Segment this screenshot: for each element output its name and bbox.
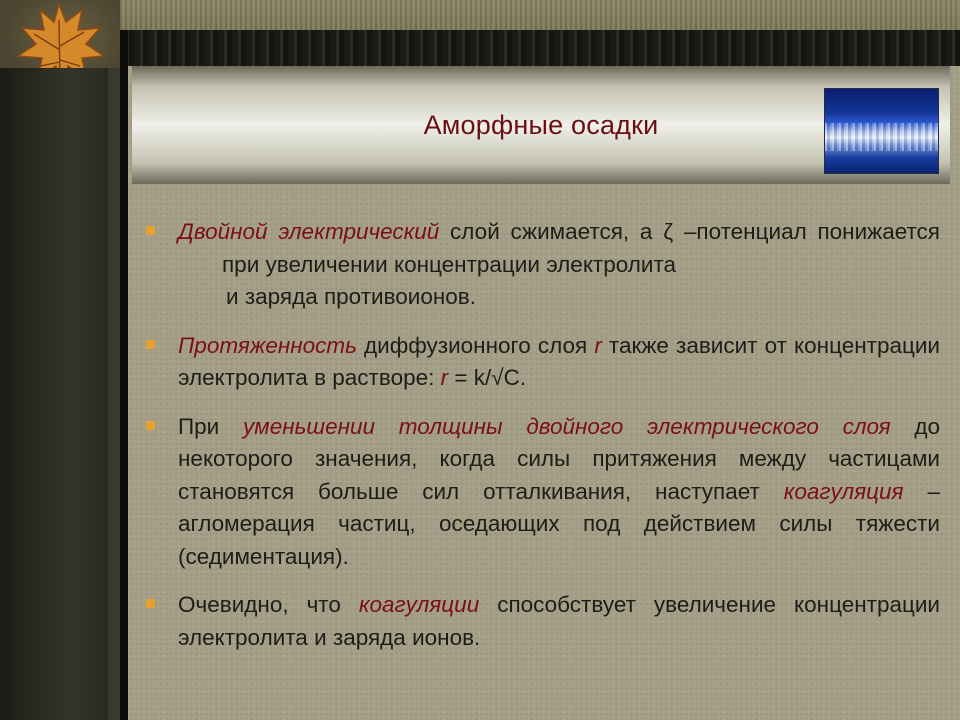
bullet-3-emphasis: уменьшении толщины двойного электрического слоя (243, 413, 891, 439)
bullet-1-text-a: слой сжимается, а ζ –потенциал понижается (439, 219, 940, 244)
winter-forest-photo (824, 88, 939, 174)
title-band (132, 66, 950, 184)
bullet-2-symbol-r2: r (440, 365, 449, 390)
bullet-2-text-b: также зависит от концентрации электролита в растворе: (178, 332, 940, 390)
left-sidebar-inner (14, 68, 108, 720)
bullet-3-text-c: – агломерация частиц, оседающих под действием силы тяжести (седиментация). (178, 478, 940, 569)
bullet-list (142, 216, 940, 670)
bullet-1-text-c: и заряда противоионов. (226, 284, 477, 309)
bullet-3-emphasis-2: коагуляция (783, 478, 904, 504)
bullet-1-text-b: при увеличении концентрации электролита (222, 251, 677, 277)
bullet-2-formula: = k/√C. (448, 365, 527, 390)
bullet-4-emphasis: коагуляции (358, 592, 480, 617)
bullet-1-emphasis: Двойной электрический (178, 219, 440, 244)
bullet-4-text-b: способствует увеличение концентрации электролита и заряда ионов. (178, 592, 940, 650)
bullet-3-text-a: При (178, 413, 244, 439)
bullet-item-1 (142, 216, 940, 314)
slide-content (128, 66, 960, 720)
bullet-2-text-a: диффузионного слоя (356, 332, 595, 358)
bullet-marker-icon (146, 226, 155, 235)
bullet-marker-icon (146, 599, 155, 608)
bullet-marker-icon (146, 421, 155, 430)
bullet-item-4 (142, 589, 940, 654)
bullet-2-emphasis: Протяженность (178, 332, 357, 358)
slide-frame-top (120, 30, 960, 68)
bullet-4-text-a: Очевидно, что (178, 592, 359, 617)
bullet-2-symbol-r: r (594, 332, 602, 358)
photo-trees (825, 123, 938, 151)
page-title: Аморфные осадки (423, 110, 659, 140)
left-sidebar-decor (0, 68, 120, 720)
slide-frame-left (120, 30, 128, 720)
bullet-3-text-b: до некоторого значения, когда силы притяжения между частицами становятся больше сил отталкивания, наступает (178, 413, 940, 504)
bullet-item-2 (142, 330, 940, 395)
bullet-item-3 (142, 411, 940, 574)
bullet-marker-icon (146, 340, 155, 349)
